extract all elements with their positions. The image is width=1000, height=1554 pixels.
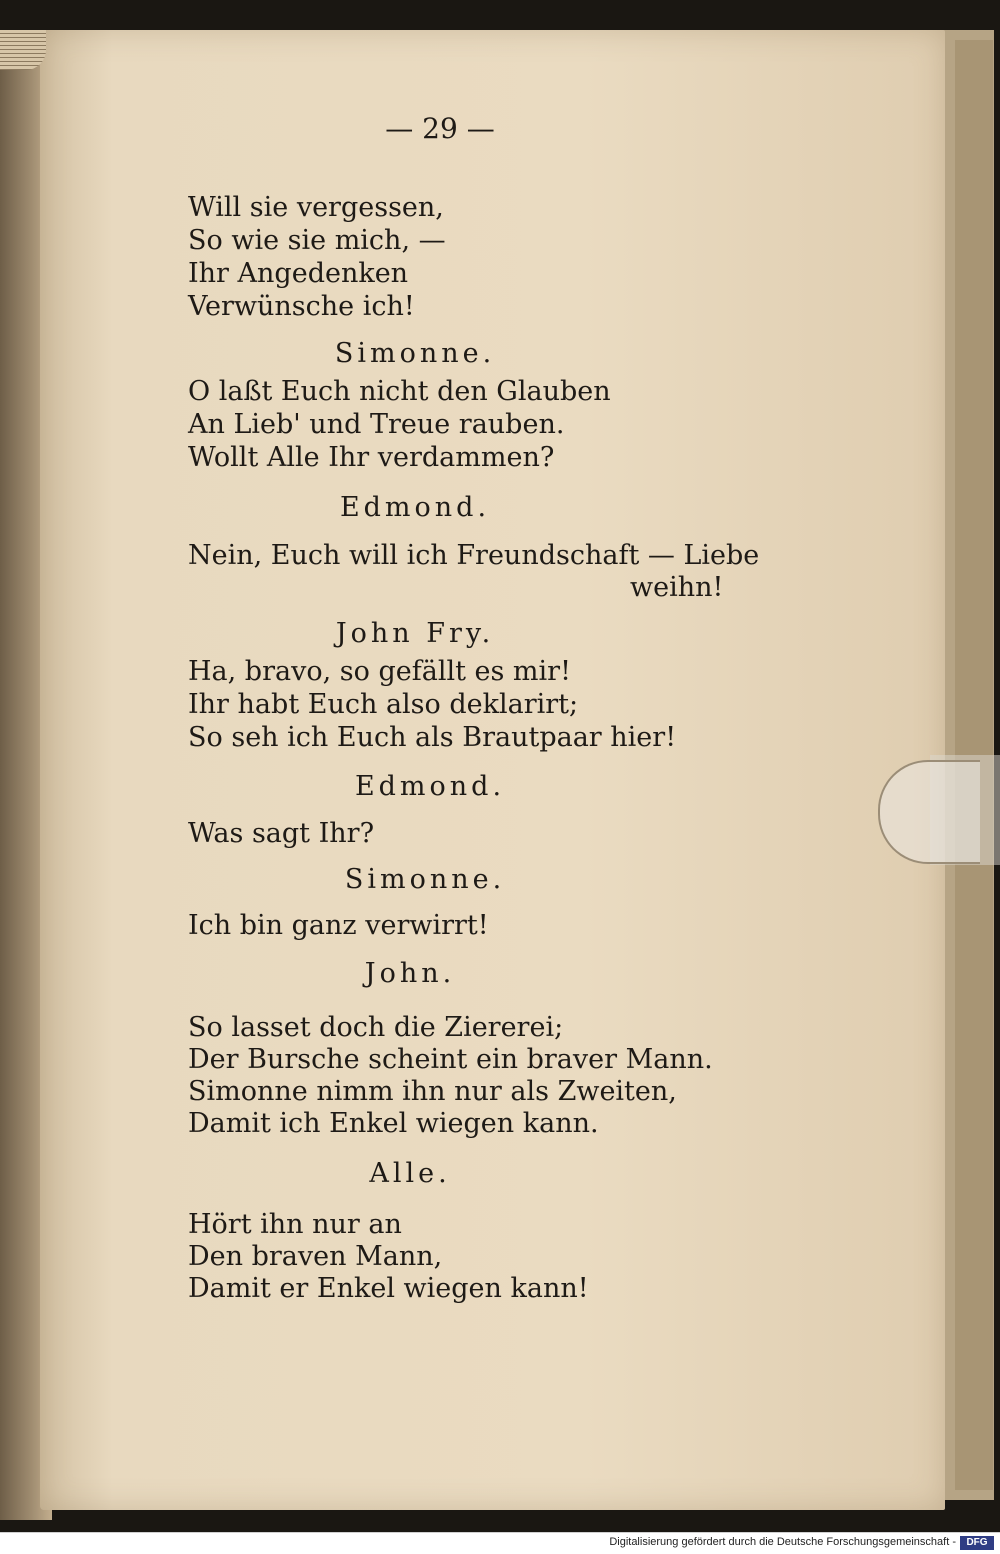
verse-line-continuation: weihn! [630,572,724,603]
speaker-name: John. [364,958,456,989]
verse-line: Simonne nimm ihn nur als Zweiten, [188,1076,677,1107]
verse-line: Nein, Euch will ich Freundschaft — Liebe [188,540,760,571]
verse-line: An Lieb' und Treue rauben. [188,409,565,440]
verse-line: Ich bin ganz verwirrt! [188,910,489,941]
verse-line: Ihr habt Euch also deklarirt; [188,689,579,720]
verse-line: So lasset doch die Ziererei; [188,1012,564,1043]
verse-line: Was sagt Ihr? [188,818,375,849]
verse-line: Ha, bravo, so gefällt es mir! [188,656,571,687]
verse-line: Verwünsche ich! [188,291,415,322]
verse-line: Den braven Mann, [188,1241,443,1272]
dfg-logo: DFG [960,1536,994,1550]
speaker-name: John Fry. [335,618,495,649]
verse-line: Damit er Enkel wiegen kann! [188,1273,589,1304]
speaker-name: Simonne. [334,338,496,369]
page-number: — 29 — [385,112,495,145]
page-clip [878,760,980,864]
verse-line: So wie sie mich, — [188,225,446,256]
verse-line: Der Bursche scheint ein braver Mann. [188,1044,713,1075]
footer-bar [0,1532,1000,1554]
verse-line: So seh ich Euch als Brautpaar hier! [188,722,677,753]
page-curl [0,30,46,70]
footer-credit: Digitalisierung gefördert durch die Deutsche Forschungsgemeinschaft - [609,1536,956,1548]
speaker-name: Alle. [369,1158,451,1189]
verse-line: Damit ich Enkel wiegen kann. [188,1108,599,1139]
verse-line: O laßt Euch nicht den Glauben [188,376,611,407]
speaker-name: Edmond. [354,771,506,802]
speaker-name: Edmond. [339,492,491,523]
verse-line: Hört ihn nur an [188,1209,402,1240]
speaker-name: Simonne. [344,864,506,895]
verse-line: Will sie vergessen, [188,192,444,223]
verse-line: Ihr Angedenken [188,258,409,289]
verse-line: Wollt Alle Ihr verdammen? [188,442,555,473]
